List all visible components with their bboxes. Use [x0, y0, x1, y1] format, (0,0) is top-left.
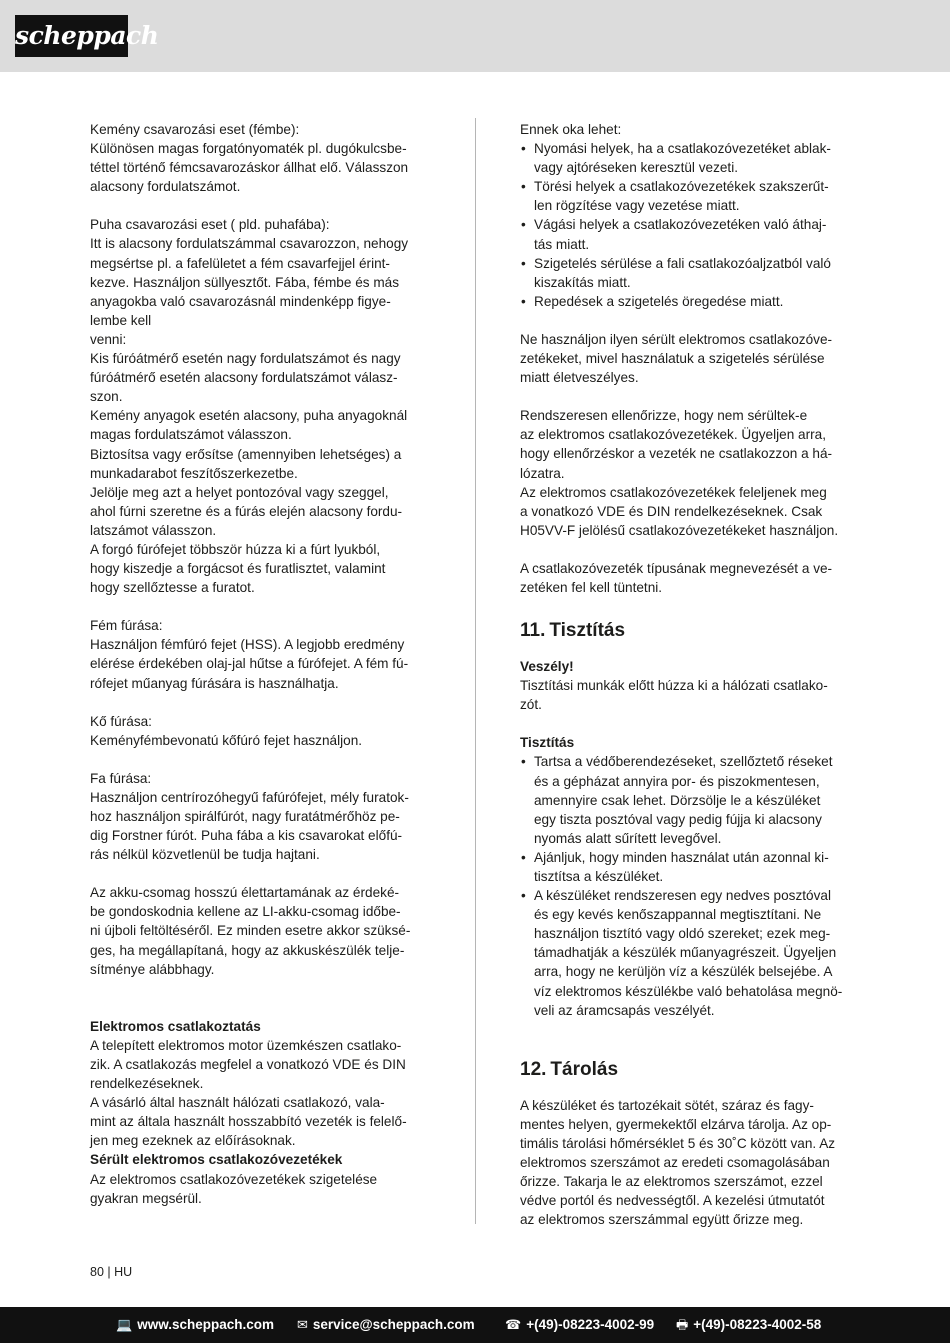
text-line: ahol fúrni szeretne és a fúrás elején alacsony fordu- — [90, 503, 403, 519]
text-line: Ajánljuk, hogy minden használat után azonnal ki- — [534, 849, 829, 865]
text-line: len rögzítése vagy vezetése miatt. — [534, 198, 740, 214]
text-line: Az akku-csomag hosszú élettartamának az érdeké- — [90, 885, 400, 901]
text-line: A telepített elektromos motor üzemkészen csatlako- — [90, 1037, 402, 1053]
footer-website[interactable] — [116, 1307, 274, 1343]
paragraph — [520, 1096, 860, 1230]
paragraph — [520, 120, 860, 139]
section-title-text: Tisztítás — [549, 620, 626, 642]
text-line: az elektromos szerszámmal együtt őrizze meg. — [520, 1212, 804, 1228]
section-heading — [520, 1058, 860, 1082]
text-line: őrizze. Takarja le az elektromos szerszámot, ezzel — [520, 1174, 823, 1190]
text-line: és a gépházat annyira por- és piszokmentesen, — [534, 773, 820, 789]
list-item — [520, 292, 860, 311]
text-line: rás nélkül közvetlenül be tudja hajtani. — [90, 847, 320, 863]
phone-icon: ☎ — [505, 1317, 522, 1332]
bullet-list — [520, 752, 860, 1019]
text-line: Jelölje meg azt a helyet pontozóval vagy szeggel, — [90, 484, 389, 500]
paragraph — [90, 616, 430, 692]
text-line: az elektromos csatlakozóvezetékek. Ügyeljen arra, — [520, 427, 826, 443]
footer-website-text: www.scheppach.com — [137, 1317, 274, 1332]
text-line: rendelkezéseknek. — [90, 1076, 204, 1092]
text-line: Törési helyek a csatlakozóvezetékek szakszerűt- — [534, 179, 829, 195]
list-item — [520, 752, 860, 847]
text-line: fúróátmérő esetén alacsony fordulatszámot válasz- — [90, 370, 398, 386]
section-number: 11. — [520, 620, 546, 642]
mail-icon: ✉ — [297, 1317, 308, 1332]
text-line: elektromos szerszámot az eredeti csomagolásában — [520, 1155, 830, 1171]
text-line: dig Forstner fúrót. Puha fába a kis csavarokat előfú- — [90, 828, 403, 844]
paragraph — [520, 406, 860, 540]
text-line: Tartsa a védőberendezéseket, szellőztető réseket — [534, 754, 833, 770]
text-line: Nyomási helyek, ha a csatlakozóvezetéket ablak- — [534, 141, 831, 157]
text-line: ges, ha megállapítaná, hogy az akkuskészülék telje- — [90, 942, 405, 958]
text-line: kezve. Használjon süllyesztőt. Fába, fémbe és más — [90, 274, 400, 290]
text-line: megsértse pl. a fafelületet a fém csavarfejjel érint- — [90, 255, 390, 271]
text-line: Kis fúróátmérő esetén nagy fordulatszámot és nagy — [90, 351, 401, 367]
text-line: amennyire csak lehet. Dörzsölje le a készüléket — [534, 792, 821, 808]
footer-fax — [676, 1307, 821, 1343]
text-line: a vonatkozó VDE és DIN rendelkezéseknek. Csak — [520, 503, 823, 519]
footer-phone-text: +(49)-08223-4002-99 — [526, 1317, 655, 1332]
text-line: miatt életveszélyes. — [520, 370, 639, 386]
text-line: víz elektromos készülékbe való behatolása megnö- — [534, 983, 843, 999]
text-line: Kemény csavarozási eset (fémbe): — [90, 122, 300, 137]
text-line: Repedések a szigetelés öregedése miatt. — [534, 293, 784, 309]
text-line: Az elektromos csatlakozóvezetékek feleljenek meg — [520, 484, 827, 500]
text-line: nyomás alatt sűrített levegővel. — [534, 830, 722, 846]
footer-email[interactable] — [297, 1307, 475, 1343]
text-line: lózatra. — [520, 465, 565, 481]
left-column — [90, 120, 430, 1208]
text-line: tisztítsa a készüléket. — [534, 869, 664, 884]
text-line: lembe kell — [90, 312, 152, 328]
subheading: Elektromos csatlakoztatás — [90, 1018, 261, 1034]
paragraph — [520, 559, 860, 597]
paragraph — [520, 676, 860, 714]
list-item — [520, 139, 860, 177]
text-line: Biztosítsa vagy erősítse (amennyiben lehetséges) a — [90, 446, 402, 462]
text-line: be gondoskodnia kellene az LI-akku-csomag időbe- — [90, 904, 401, 920]
text-line: Fa fúrása: — [90, 770, 152, 786]
text-line: sítménye alábbhagy. — [90, 961, 215, 977]
text-line: anyagokba való csavarozásnál mindenképp figye- — [90, 293, 391, 309]
text-line: A forgó fúrófejet többször húzza ki a fúrt lyukból, — [90, 541, 381, 557]
footer-email-text: service@scheppach.com — [312, 1317, 475, 1332]
text-line: zót. — [520, 697, 542, 713]
text-line: elérése érdekében olaj-jal hűtse a fúrófejet. A fém fú- — [90, 656, 409, 672]
paragraph — [90, 215, 430, 597]
text-line: Szigetelés sérülése a fali csatlakozóaljzatból való — [534, 255, 831, 271]
text-line: arra, hogy ne kerüljön víz a készülék belsejébe. A — [534, 964, 833, 980]
text-line: Keményfémbevonatú kőfúró fejet használjon. — [90, 732, 363, 748]
subheading: Veszély! — [520, 659, 574, 675]
paragraph — [90, 1170, 430, 1208]
text-line: H05VV-F jelölésű csatlakozóvezetékeket használjon. — [520, 522, 839, 538]
text-line: zetéken fel kell tüntetni. — [520, 579, 663, 595]
text-line: zik. A csatlakozás megfelel a vonatkozó VDE és DIN — [90, 1056, 406, 1072]
text-line: magas fordulatszámot válasszon. — [90, 427, 292, 443]
text-line: Használjon fémfúró fejet (HSS). A legjobb eredmény — [90, 637, 405, 653]
bullet-list — [520, 139, 860, 311]
text-line: Puha csavarozási eset ( pld. puhafába): — [90, 217, 330, 233]
paragraph — [90, 769, 430, 864]
footer-fax-text: +(49)-08223-4002-58 — [693, 1317, 822, 1332]
list-item — [520, 254, 860, 292]
text-line: támadhatják a készülék műanyagrészeit. Ügyeljen — [534, 945, 837, 961]
text-line: kiszakítás miatt. — [534, 274, 631, 290]
list-item — [520, 848, 860, 886]
paragraph — [520, 330, 860, 387]
text-line: A vásárló által használt hálózati csatlakozó, vala- — [90, 1095, 385, 1111]
text-line: Ennek oka lehet: — [520, 122, 622, 137]
text-line: Fém fúrása: — [90, 618, 163, 634]
paragraph — [90, 1036, 430, 1151]
paragraph — [90, 883, 430, 978]
text-line: Az elektromos csatlakozóvezetékek szigetelése — [90, 1171, 378, 1187]
text-line: ni újboli feltöltéséről. Ez minden esetre akkor szüksé- — [90, 923, 411, 939]
text-line: mentes helyen, gyermekektől elzárva tárolja. Az op- — [520, 1116, 832, 1132]
column-divider — [475, 118, 476, 1224]
text-line: A csatlakozóvezeték típusának megnevezését a ve- — [520, 560, 833, 576]
section-heading — [520, 619, 860, 643]
list-item — [520, 886, 860, 1020]
text-line: védve portól és nedvességtől. A kezelési útmutatót — [520, 1193, 825, 1209]
text-line: Vágási helyek a csatlakozóvezetéken való áthaj- — [534, 217, 827, 233]
text-line: timális tárolási hőmérséklet 5 és 30˚C között van. Az — [520, 1135, 836, 1151]
text-line: veli az áramcsapás veszélyét. — [534, 1002, 715, 1018]
computer-icon: 💻 — [116, 1317, 133, 1332]
section-number: 12. — [520, 1058, 547, 1080]
text-line: Rendszeresen ellenőrizze, hogy nem sérültek-e — [520, 408, 808, 424]
text-line: Használjon centrírozóhegyű fafúrófejet, mély furatok- — [90, 789, 409, 805]
text-line: gyakran megsérül. — [90, 1190, 202, 1206]
text-line: zetékeket, mivel használatuk a szigetelés sérülése — [520, 351, 825, 367]
footer-bar — [0, 1307, 950, 1343]
right-column — [520, 120, 860, 1229]
paragraph — [90, 120, 430, 196]
text-line: hogy kiszedje a forgácsot és furatlisztet, valamint — [90, 561, 386, 577]
footer-phone — [505, 1307, 654, 1343]
text-line: Kemény anyagok esetén alacsony, puha anyagoknál — [90, 408, 408, 424]
text-line: jen meg ezeknek az előírásoknak. — [90, 1133, 296, 1149]
text-line: mint az általa használt hosszabbító vezeték is felelő- — [90, 1114, 407, 1130]
subheading: Tisztítás — [520, 735, 575, 751]
text-line: egy tiszta posztóval vagy pedig fújja ki alacsony — [534, 811, 822, 827]
page-number: 80 | HU — [90, 1265, 133, 1279]
text-line: hoz használjon spirálfúrót, nagy furatátmérőhöz pe- — [90, 809, 400, 824]
text-line: munkadarabot feszítőszerkezetbe. — [90, 465, 298, 481]
text-line: Ne használjon ilyen sérült elektromos csatlakozóve- — [520, 331, 833, 347]
fax-icon: 🖶 — [676, 1317, 689, 1332]
subheading: Sérült elektromos csatlakozóvezetékek — [90, 1152, 343, 1168]
text-line: venni: — [90, 331, 127, 347]
text-line: A készüléket rendszeresen egy nedves posztóval — [534, 888, 831, 904]
text-line: hogy ellenőrzéskor a vezeték ne csatlakozzon a há- — [520, 446, 833, 462]
text-line: Itt is alacsony fordulatszámmal csavarozzon, nehogy — [90, 236, 409, 252]
text-line: tás miatt. — [534, 236, 590, 252]
paragraph — [90, 712, 430, 750]
text-line: alacsony fordulatszámot. — [90, 179, 241, 195]
text-line: A készüléket és tartozékait sötét, száraz és fagy- — [520, 1097, 814, 1113]
text-line: rófejet műanyag fúrására is használhatja. — [90, 675, 339, 691]
list-item — [520, 177, 860, 215]
text-line: Kő fúrása: — [90, 713, 152, 729]
text-line: használjon tisztító vagy oldó szereket; ezek meg- — [534, 926, 831, 942]
text-line: Különösen magas forgatónyomaték pl. dugókulcsbe- — [90, 141, 407, 157]
text-line: latszámot válasszon. — [90, 522, 217, 538]
list-item — [520, 215, 860, 253]
text-line: vagy ajtóréseken keresztül vezeti. — [534, 160, 739, 176]
text-line: szon. — [90, 389, 123, 405]
scheppach-logo: scheppach — [15, 15, 128, 57]
text-line: téttel történő fémcsavarozáskor állhat elő. Válasszon — [90, 160, 409, 176]
text-line: és egy kevés kenőszappannal megtisztítani. Ne — [534, 907, 822, 923]
text-line: hogy szellőztesse a furatot. — [90, 580, 255, 596]
text-line: Tisztítási munkák előtt húzza ki a hálózati csatlako- — [520, 678, 828, 694]
section-title-text: Tárolás — [550, 1058, 619, 1080]
